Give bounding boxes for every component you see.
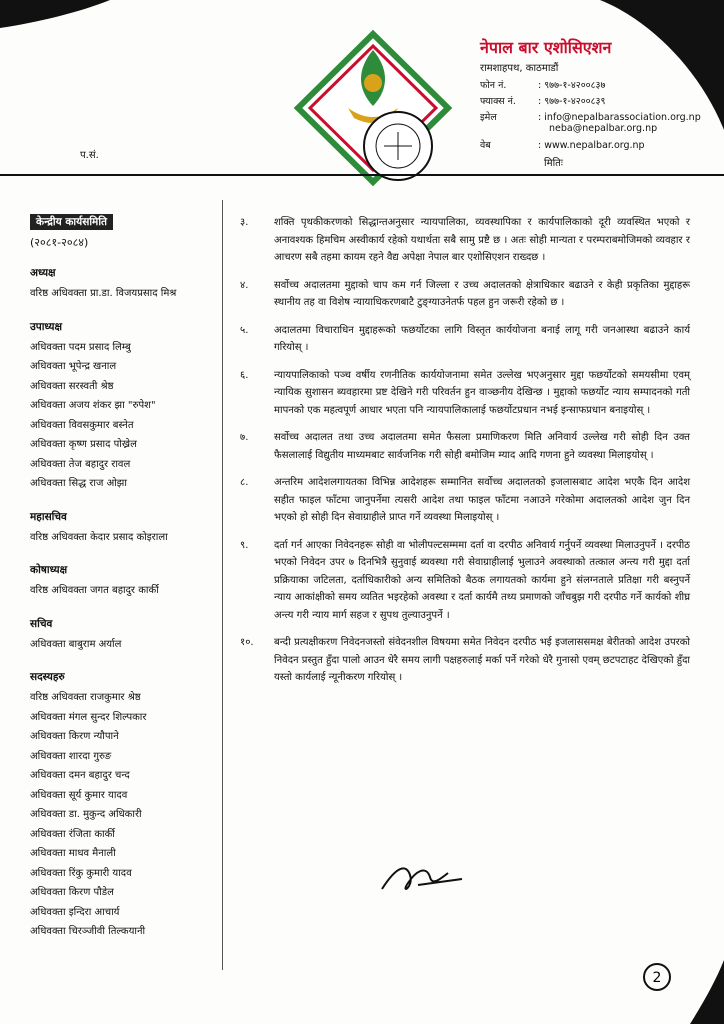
date-label: मितिः xyxy=(544,158,563,169)
numbered-point xyxy=(240,474,690,527)
role-general-secretary: महासचिव xyxy=(30,510,67,523)
point-number: ९. xyxy=(240,539,249,551)
contact-value: : ९७७-१-४२००८३९ xyxy=(538,96,606,107)
contact-label: फोन नं. xyxy=(480,80,507,91)
role-treasurer: कोषाध्यक्ष xyxy=(30,564,68,576)
committee-member: वरिष्ठ अधिवक्ता राजकुमार श्रेष्ठ xyxy=(30,692,141,703)
contact-email xyxy=(480,110,701,123)
association-name: नेपाल बार एशोसिएशन xyxy=(480,38,612,57)
executive-committee-sidebar xyxy=(30,210,220,942)
point-number: ३. xyxy=(240,217,249,228)
committee-member: अधिवक्ता चिरञ्जीवी तिल्कयानी xyxy=(30,926,146,937)
committee-member: अधिवक्ता सरस्वती श्रेष्ठ xyxy=(30,380,114,392)
committee-member: अधिवक्ता भूपेन्द्र खनाल xyxy=(30,361,117,372)
point-number: ८. xyxy=(240,477,249,488)
committee-member: अधिवक्ता शारदा गुरुङ xyxy=(30,750,112,762)
point-text: न्यायपालिकाको पञ्च वर्षीय रणनीतिक कार्ययोजनामा समेत उल्लेख भएअनुसार मुद्दा फछर्योटको समयसीमा एवम् न्यायिक सुशासन ब्यवहारमा प्रष्ट देखिने गरी परिवर्तन हुन वाञ्छनीय देखिन्छ । मुद्दाको फछर्योट न्याय सम्पादनको गती मापनको एक महत्वपूर्ण आधार भएता पनि न्यायपालिकालाई फछर्योटप्रधान नभई इन्साफप्रधान बनाइयोस् । xyxy=(274,369,690,416)
contact-email-secondary xyxy=(549,123,657,134)
role-members: सदस्यहरु xyxy=(30,671,65,683)
committee-member: वरिष्ठ अधिवक्ता जगत बहादुर कार्की xyxy=(30,585,159,596)
committee-member: वरिष्ठ अधिवक्ता केदार प्रसाद कोइराला xyxy=(30,531,168,543)
committee-term: (२०८१-२०८४) xyxy=(30,236,89,249)
committee-member: अधिवक्ता माधव मैनाली xyxy=(30,848,116,859)
reference-number-label: प.सं. xyxy=(80,150,99,161)
point-number: ४. xyxy=(240,279,249,291)
numbered-point xyxy=(240,429,690,464)
bottom-corner-decoration xyxy=(0,960,724,1024)
point-number: ६. xyxy=(240,369,249,381)
numbered-point xyxy=(240,367,690,420)
contact-phone xyxy=(480,78,605,91)
committee-member: अधिवक्ता डा. मुकुन्द अधिकारी xyxy=(30,809,142,820)
contact-fax xyxy=(480,94,605,107)
point-number: ५. xyxy=(240,324,249,336)
point-text: सर्वोच्च अदालत तथा उच्च अदालतमा समेत फैसला प्रमाणिकरण मिति अनिवार्य उल्लेख गरी सोही दिन उक्त फैसलालाई विद्युतीय माध्यमबाट सार्वजनिक गरी सोही बमोजिम म्याद आदि गणना हुने व्यवस्था मिलाइयोस् । xyxy=(274,432,690,461)
committee-member: अधिवक्ता दमन बहादुर चन्द xyxy=(30,770,130,781)
role-vice-president: उपाध्यक्ष xyxy=(30,320,63,333)
committee-member: अधिवक्ता मंगल सुन्दर शिल्पकार xyxy=(30,711,147,723)
association-address: रामशाहपथ, काठमाडौं xyxy=(480,63,559,74)
contact-label: वेब xyxy=(480,140,491,151)
committee-member: अधिवक्ता इन्दिरा आचार्य xyxy=(30,906,120,918)
contact-label: इमेल xyxy=(480,112,497,123)
contact-value: : info@nepalbarassociation.org.np xyxy=(538,112,701,123)
point-text: अदालतमा विचाराधिन मुद्दाहरूको फछर्योटका लागि विस्तृत कार्ययोजना बनाई लागू गरी जनआस्था बढाउने कार्य गरियोस् । xyxy=(274,324,690,353)
committee-member: अधिवक्ता बाबुराम अर्याल xyxy=(30,638,122,650)
signature-mark xyxy=(378,855,466,899)
numbered-point xyxy=(240,214,690,267)
committee-member: वरिष्ठ अधिवक्ता प्रा.डा. विजयप्रसाद मिश्र xyxy=(30,288,177,299)
letter-body xyxy=(240,214,690,697)
contact-value: : ९७७-१-४२००८३७ xyxy=(538,80,606,91)
page-number: 2 xyxy=(652,970,662,986)
numbered-point xyxy=(240,634,690,687)
point-text: अन्तरिम आदेशलगायतका विभिन्न आदेशहरू सम्मानित सर्वोच्च अदालतको इजलासबाट आदेश भएकै दिन आदेश सहीत फाइल फाँटमा जानुपर्नेमा त्यसरी आदेश तथा फाइल फाँटमा नआउने गरेकोमा अदालतको आदेश जुन दिन भएको हो सोही दिन सेवाग्राहीले प्राप्त गर्ने व्यवस्था मिलाइयोस् । xyxy=(274,477,690,523)
point-number: ७. xyxy=(240,432,249,443)
role-president: अध्यक्ष xyxy=(30,267,56,279)
contact-web xyxy=(480,138,645,151)
point-text: बन्दी प्रत्यक्षीकरण निवेदनजस्तो संवेदनशील विषयमा समेत निवेदन दरपीठ भई इजलाससमक्ष बेरीतको आदेश उपरको निवेदन प्रस्तुत हुँदा पालो आउन धेरै समय लागी पक्षहरुलाई मर्का पर्ने गरेको धेरै गुनासो एवम् छटपटाहट देखिएको हुँदा यस्तो कार्यलाई न्यूनीकरण गरियोस् । xyxy=(274,637,690,683)
numbered-point xyxy=(240,537,690,625)
nepal-bar-association-seal-icon xyxy=(288,28,458,198)
committee-member: अधिवक्ता अजय शंकर झा "रुपेश" xyxy=(30,400,156,411)
point-text: सर्वोच्च अदालतमा मुद्दाको चाप कम गर्न जिल्ला र उच्च अदालतको क्षेत्राधिकार बढाउने र केही प्रकृतिका मुद्दाहरू स्थानीय तह वा विशेष न्यायाधिकरणबाटै टुङ्ग्याउनेतर्फ पहल हुन जरूरी रहेको छ । xyxy=(274,279,690,308)
numbered-point xyxy=(240,277,690,312)
committee-member: अधिवक्ता सिद्ध राज ओझा xyxy=(30,478,127,489)
contact-label: फ्याक्स नं. xyxy=(480,96,516,107)
point-text: शक्ति पृथकीकरणको सिद्धान्तअनुसार न्यायपालिका, व्यवस्थापिका र कार्यपालिकाको दूरी व्यवस्थित भएको र अनावश्यक हिमचिम अस्वीकार्य रहेको यथार्थता सबै सामु प्रष्टै छ । अतः सोही मान्यता र परम्पराबमोजिमको व्यवहार र आचरण सबै तहमा कायम रहने वैद्य अपेक्षा नेपाल बार एशोसिएशन राख्दछ । xyxy=(274,217,690,263)
contact-value: : www.nepalbar.org.np xyxy=(538,140,645,151)
header-divider xyxy=(0,174,724,182)
contact-value: neba@nepalbar.org.np xyxy=(549,123,658,134)
committee-member: अधिवक्ता कृष्ण प्रसाद पोख्रेल xyxy=(30,439,137,450)
committee-member: अधिवक्ता सूर्य कुमार यादव xyxy=(30,789,128,801)
sidebar-divider xyxy=(222,200,223,970)
committee-member: अधिवक्ता किरण पौडेल xyxy=(30,887,114,898)
point-number: १०. xyxy=(240,637,254,648)
committee-member: अधिवक्ता तेज बहादुर रावल xyxy=(30,458,131,470)
committee-member: अधिवक्ता रिंकु कुमारी यादव xyxy=(30,867,132,879)
committee-member: अधिवक्ता पदम प्रसाद लिम्बु xyxy=(30,341,131,353)
role-secretary: सचिव xyxy=(30,617,53,630)
committee-member: अधिवक्ता विवसकुमार बस्नेत xyxy=(30,419,134,431)
point-text: दर्ता गर्न आएका निवेदनहरू सोही वा भोलीपल्टसम्ममा दर्ता वा दरपीठ अनिवार्य गर्नुपर्ने व्यवस्था मिलाउनुपर्ने । दरपीठ भएको निवेदन उपर ७ दिनभित्रै सुनुवाई ब्यवस्था गरी सेवाग्राहीलाई भुलाउने अवस्थाको तत्काल अन्त्य गरी मुद्दा दर्ता प्रक्रियाका जटिलता, दर्ताधिकारीको अन्य समितिको बैठक लगायतको कार्यमा हुने संलग्नताले प्रतिक्षा गरी बस्नुपर्ने न्याय आकांक्षीको समय व्यतित भइरहेको अवस्था र दर्ता कार्यमै तथ्य प्रमाणको जाँचबुझ गरी दरपीठ गर्ने कार्यको शीघ्र अन्त्य गरी न्याय मार्ग सहज र सुपथ तुल्याउनुपर्ने । xyxy=(274,539,690,621)
committee-member: अधिवक्ता किरण न्यौपाने xyxy=(30,731,119,742)
committee-member: अधिवक्ता रंजिता कार्की xyxy=(30,828,115,840)
numbered-point xyxy=(240,322,690,357)
committee-title: केन्द्रीय कार्यसमिति xyxy=(30,214,113,230)
